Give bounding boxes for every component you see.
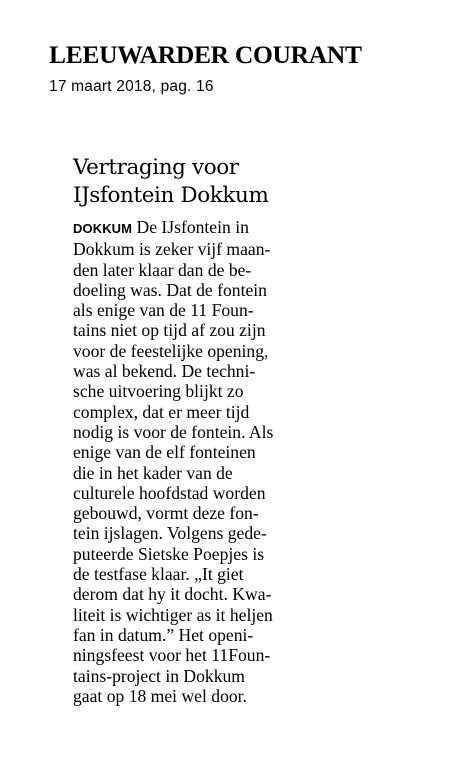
body-line: complex, dat er meer tijd (73, 401, 250, 422)
body-line: derom dat hy it docht. Kwa- (73, 584, 272, 605)
body-line: fan in datum.” Het openi- (73, 624, 254, 645)
body-line: nodig is voor de fontein. Als (73, 421, 274, 442)
body-line: doeling was. Dat de fontein (73, 279, 267, 300)
body-line: tains niet op tijd af zou zijn (73, 320, 266, 341)
body-line: die in het kader van de (73, 462, 233, 483)
article-kicker: DOKKUM (73, 221, 133, 236)
body-line: puteerde Sietske Poepjes is (73, 543, 265, 564)
headline-line: Vertraging voor (73, 155, 239, 180)
publication-dateline: 17 maart 2018, pag. 16 (49, 78, 214, 95)
body-line: voor de feestelijke opening, (73, 340, 269, 361)
body-line: enige van de elf fonteinen (73, 442, 256, 463)
newspaper-masthead: LEEUWARDER COURANT (49, 40, 362, 69)
body-line: culturele hoofdstad worden (73, 482, 266, 503)
body-line: sche uitvoering blijkt zo (73, 381, 244, 402)
body-line: liteit is wichtiger as it heljen (73, 604, 273, 625)
body-line: gaat op 18 mei wel door. (73, 685, 247, 706)
body-line: als enige van de 11 Foun- (73, 300, 254, 321)
body-line: Dokkum is zeker vijf maan- (73, 239, 271, 260)
body-line: gebouwd, vormt deze fon- (73, 503, 259, 524)
article-headline (73, 154, 309, 210)
body-line: was al bekend. De techni- (73, 361, 256, 382)
body-first-line-text: De IJsfontein in (132, 217, 249, 237)
body-line: den later klaar dan de be- (73, 259, 252, 280)
news-article (73, 154, 309, 706)
body-line: de testfase klaar. „It giet (73, 564, 244, 585)
headline-line: IJsfontein Dokkum (73, 183, 269, 208)
body-line: tein ijslagen. Volgens gede- (73, 523, 267, 544)
body-line (73, 217, 309, 239)
body-line: tains-project in Dokkum (73, 665, 245, 686)
body-line: ningsfeest voor het 11Foun- (73, 645, 271, 666)
article-body (73, 217, 309, 706)
